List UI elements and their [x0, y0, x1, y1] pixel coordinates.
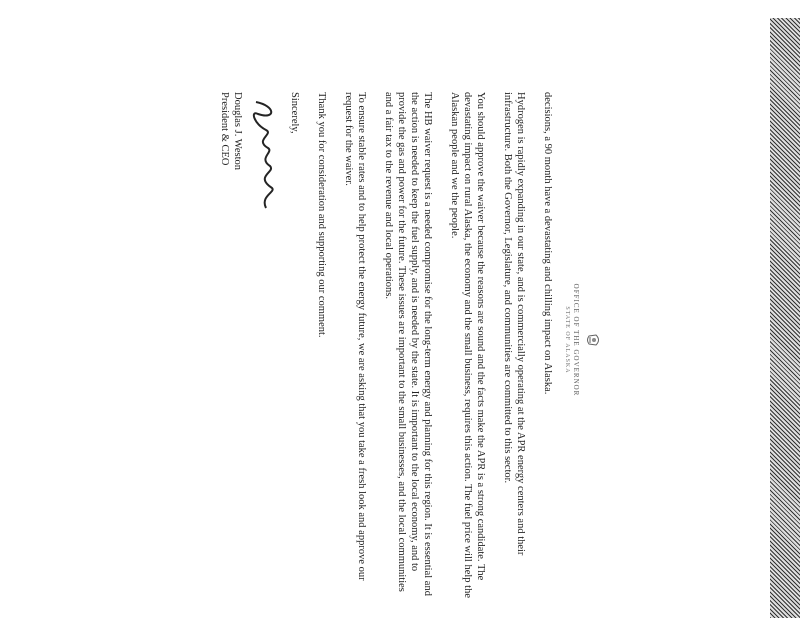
- paragraph-5: To ensure stable rates and to help protect the energy future, we are asking that you take a fresh look and approve our request for the waiver.: [343, 92, 367, 581]
- signer-name: Douglas J. Weston: [232, 92, 243, 171]
- paragraph-3: You should approve the waiver because the reasons are sound and the facts make the APR is a strong candidate. The devastating impact on rural Alaska, the economy and the small business, requires this action. The fuel price will help the Alaskan people and we the people.: [449, 92, 486, 599]
- scan-edge-strip: [770, 18, 800, 618]
- paragraph-4: The HB waiver request is a needed compromise for the long-term energy and planning for this region. It is essential and the action is needed to keep the fuel supply, and is needed by the state. It is important to the local economy, and to provide the gas and power for the future. These issues are important to the small businesses, and the local communities and a fair tax to the revenue and local operations.: [383, 92, 433, 596]
- signer-title: President & CEO: [219, 92, 230, 166]
- letter-sheet: [180, 60, 620, 620]
- letterhead-title: STATE OF ALASKA: [564, 306, 570, 374]
- letterhead-name: OFFICE OF THE GOVERNOR: [572, 283, 580, 397]
- seal-icon: [584, 331, 602, 349]
- paragraph-2: Hydrogen is rapidly expanding in our state, and is commercially operating at the APR energy centers and their infrastructure. Both the Governor, Legislature, and communities are committed to this sector.: [502, 92, 526, 556]
- letterhead: [564, 60, 602, 620]
- signature-icon: [244, 96, 284, 216]
- paragraph-6: Thank you for consideration and supporting our comment.: [316, 92, 327, 338]
- paragraph-1: decisions, a 90 month have a devastating and chilling impact on Alaska.: [542, 92, 553, 395]
- letter-page: [180, 60, 620, 620]
- closing: Sincerely,: [289, 92, 300, 134]
- letter-body: [218, 92, 554, 602]
